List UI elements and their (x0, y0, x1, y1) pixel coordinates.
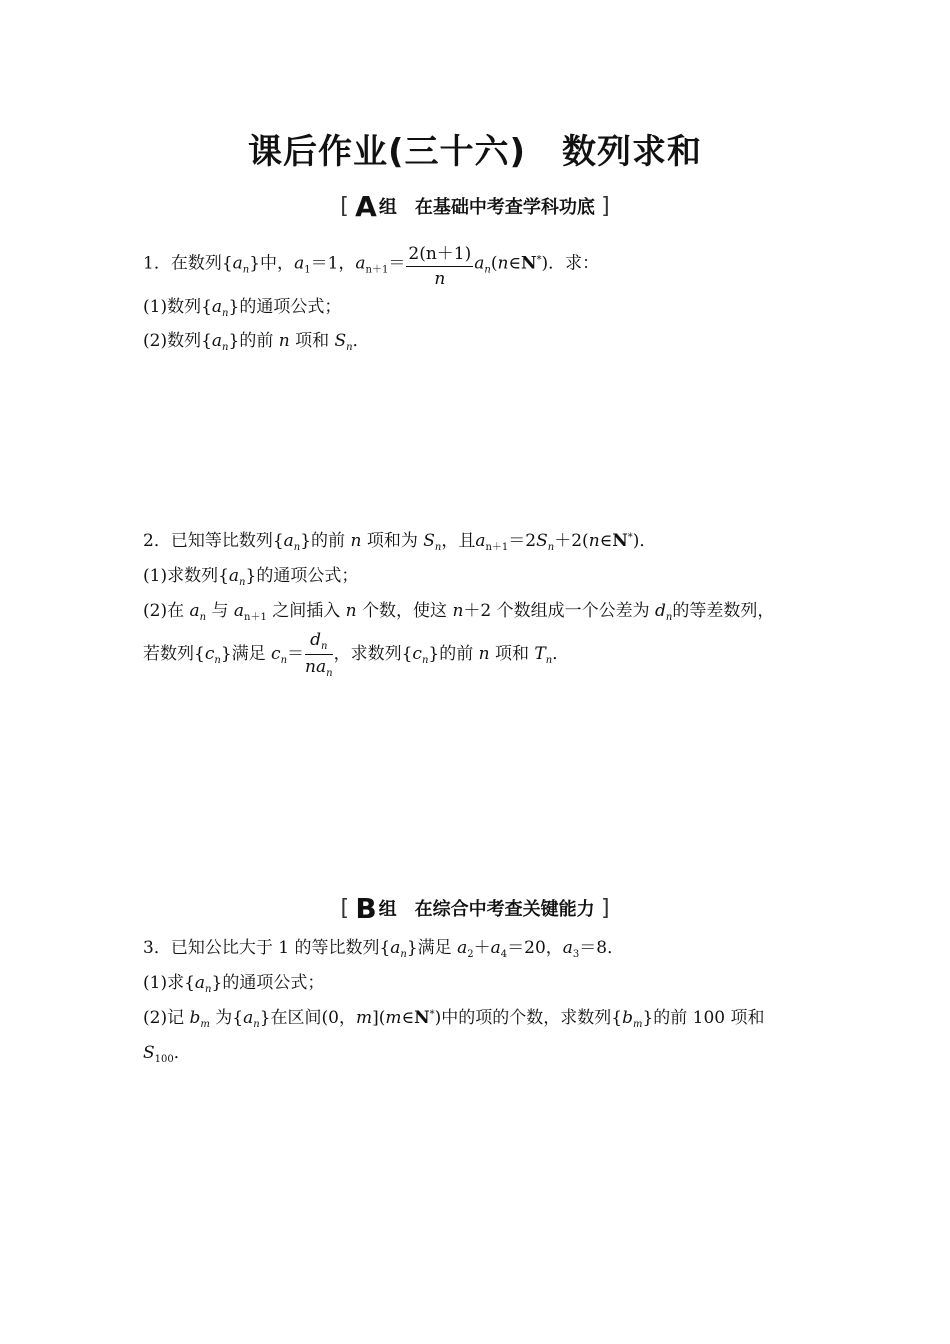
fraction: $\frac{d_n}{na_n}$ (305, 630, 333, 679)
q3-part2-cont: $S_{100}$． (143, 1043, 191, 1065)
q2-part2-cont: 若数列$\{c_n\}$满足 $c_n=$ $\frac{d_n}{na_n}$ ，求数列$\{c_n\}$的前 n 项和 $T_n$． (143, 630, 570, 679)
q2-stem: 2．已知等比数列$\{a_n\}$的前 n 项和为 $S_n$，且$a_{n+1}=2S_n+2(n\in N^*)$． (143, 531, 657, 553)
q1-part1: (1)数列$\{a_n\}$的通项公式； (143, 297, 342, 319)
q3-part1: (1)求$\{a_n\}$的通项公式； (143, 973, 325, 995)
q1-part2: (2)数列$\{a_n\}$的前 n 项和 $S_n$． (143, 331, 370, 353)
q3-stem: 3．已知公比大于 1 的等比数列$\{a_n\}$满足 $a_2+a_4=20$，$a_3=8$． (143, 938, 625, 960)
section-header-a: [ A 组 在基础中考查学科功底 ] (340, 190, 610, 223)
fraction: $\frac{2(n+1)}{n}$ (406, 239, 473, 289)
q3-part2: (2)记 $b_m$ 为$\{a_n\}$在区间(0，m](m∈N*)中的项的个数，求数列$\{b_m\}$的前 100 项和 (143, 1008, 765, 1030)
q2-part1: (1)求数列$\{a_n\}$的通项公式； (143, 566, 359, 588)
q2-part2: (2)在 $a_n$ 与 $a_{n+1}$ 之间插入 n 个数，使这 n＋2 个数组成一个公差为 $d_n$的等差数列， (143, 601, 775, 623)
page-title: 课后作业(三十六) 数列求和 (247, 132, 703, 172)
section-header-b: [ B 组 在综合中考查关键能力 ] (340, 892, 610, 925)
q1-stem: 1．在数列$\{a_n\}$中，$a_1=1$，$a_{n+1}=$ $\frac{2(n+1)}{n}$ $a_n(n\in N^*)$．求： (143, 239, 599, 289)
